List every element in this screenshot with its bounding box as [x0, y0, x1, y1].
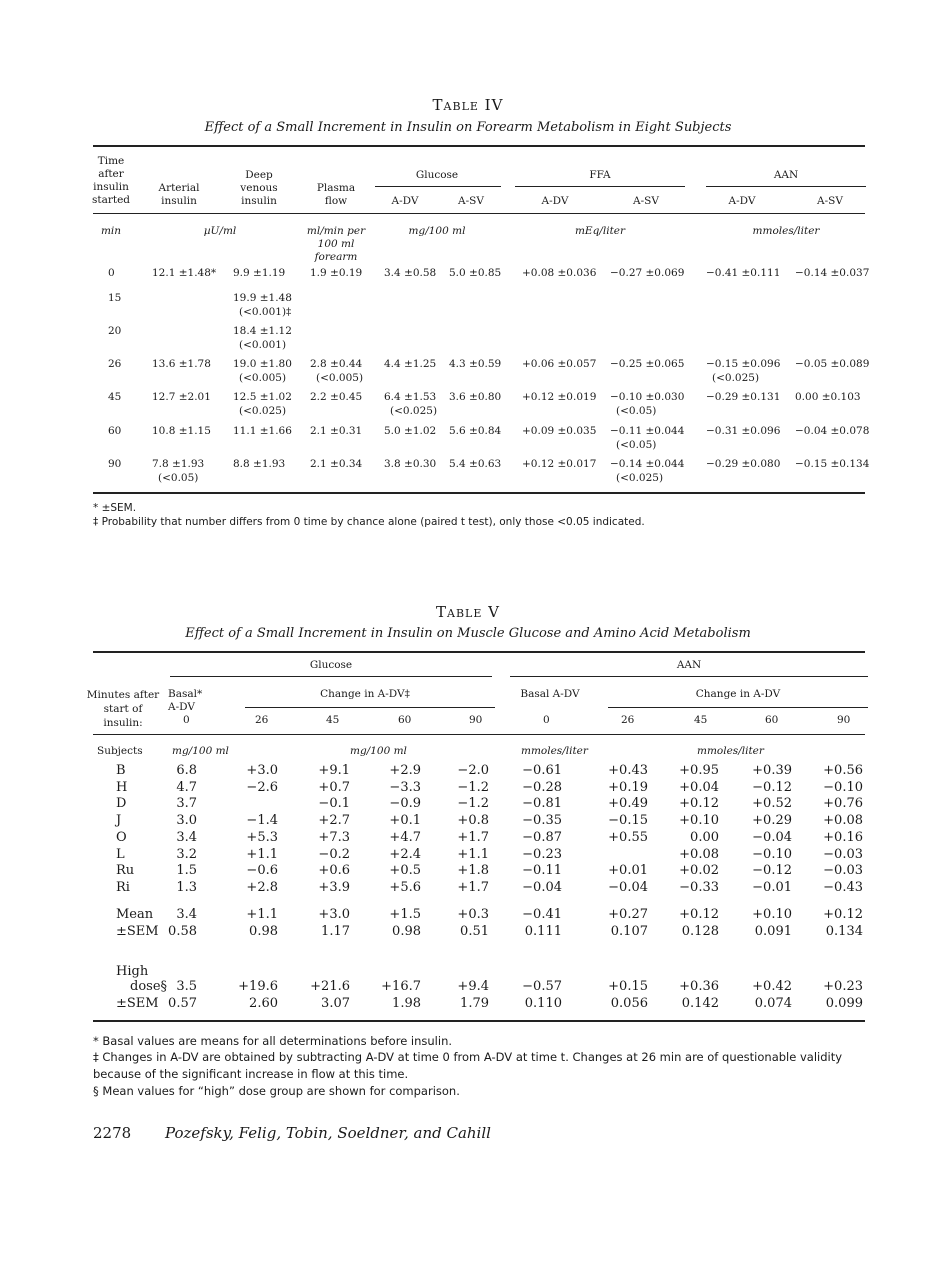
- t4-header-arterial: Arterial insulin: [158, 182, 200, 207]
- t5-subject-row-cell: −0.10: [823, 779, 863, 795]
- t5-subject-row-cell: +0.10: [679, 813, 719, 829]
- t4-cell-ffa-asv-pvalue: (<0.05): [616, 439, 657, 451]
- t5-subject-row-cell: +2.4: [389, 846, 421, 862]
- t5-subject-row-cell: +9.1: [318, 763, 350, 778]
- t4-cell-ffa-asv-pvalue: (<0.025): [616, 472, 664, 484]
- t5-subject-row-cell: +2.9: [389, 763, 421, 778]
- t5-high-dose-row-cell: +19.6: [238, 979, 278, 994]
- t4-cell-aan-asv: −0.15 ±0.134: [795, 458, 870, 470]
- t5-mean-row-cell: +0.27: [608, 907, 648, 922]
- t4-cell-arterial: 10.8 ±1.15: [152, 425, 211, 437]
- t5-high-sem-row-cell: 0.57: [168, 996, 197, 1011]
- t4-cell-glucose-asv: 5.6 ±0.84: [449, 425, 502, 437]
- t4-header-aan-adv: A-DV: [728, 195, 756, 207]
- t5-subject-row-cell: −2.6: [246, 779, 278, 795]
- t5-high-label: High: [116, 964, 149, 979]
- t5-subject-row-cell: −0.12: [752, 779, 792, 795]
- t4-cell-glucose-asv: 4.3 ±0.59: [449, 358, 502, 370]
- t4-cell-aan-asv: −0.14 ±0.037: [795, 267, 870, 279]
- t5-mean-row-cell: 3.4: [176, 907, 197, 922]
- t4-cell-ffa-asv: −0.27 ±0.069: [610, 267, 685, 279]
- t4-footnote-1: * ±SEM.: [93, 502, 137, 514]
- t5-subject-row-cell: −0.15: [608, 813, 648, 829]
- t4-cell-deep-venous: 8.8 ±1.93: [233, 458, 286, 470]
- t4-cell-time: 20: [108, 325, 122, 337]
- t5-subject-row-cell: +1.7: [457, 829, 489, 845]
- t5-footnote-3: § Mean values for “high” dose group are shown for comparison.: [93, 1084, 460, 1098]
- t5-subject-row-cell: 4.7: [176, 779, 197, 795]
- t5-time-a90: 90: [837, 714, 851, 726]
- table5-caption: Effect of a Small Increment in Insulin on Muscle Glucose and Amino Acid Metabolism: [185, 626, 751, 641]
- t5-sem-row-cell: 0.111: [524, 924, 562, 939]
- t5-header-minutes: Minutes after start of insulin:: [86, 689, 160, 729]
- t4-cell-arterial-pvalue: (<0.05): [158, 472, 199, 484]
- t4-header-aan: AAN: [773, 169, 799, 181]
- t4-cell-aan-adv-pvalue: (<0.025): [712, 372, 760, 384]
- t4-header-aan-asv: A-SV: [817, 195, 843, 207]
- t5-mean-row-cell: +3.0: [318, 907, 350, 922]
- t5-mean-row-label: Mean: [116, 907, 154, 922]
- t5-time-g0: 0: [183, 714, 190, 726]
- t4-cell-ffa-adv: +0.09 ±0.035: [522, 425, 597, 437]
- t5-subject-row-cell: +0.29: [752, 813, 792, 829]
- t4-cell-plasma-flow: 2.1 ±0.34: [310, 458, 363, 470]
- t5-subject-row-cell: +0.08: [679, 846, 719, 862]
- t5-header-basal-aan: Basal A-DV: [520, 688, 580, 700]
- t5-subject-row-cell: +2.8: [246, 879, 278, 895]
- t5-subject-row-cell: +0.7: [318, 779, 350, 795]
- t5-high-dose-row-cell: +9.4: [457, 979, 489, 994]
- t4-cell-ffa-adv: +0.08 ±0.036: [522, 267, 597, 279]
- t5-subject-row-cell: −0.1: [318, 796, 350, 812]
- t5-high-dose-row-cell: +0.36: [679, 979, 719, 994]
- t5-subject-row-cell: +0.12: [679, 796, 719, 812]
- t4-cell-deep-venous: 18.4 ±1.12: [233, 325, 292, 337]
- t5-subject-row-cell: −1.2: [457, 779, 489, 795]
- t5-subject-row-label: O: [116, 829, 127, 845]
- t5-subject-row-cell: +3.9: [318, 879, 350, 895]
- t5-subject-row-cell: −0.9: [389, 796, 421, 812]
- t5-subject-row-cell: +2.7: [318, 813, 350, 829]
- t5-subject-row-label: L: [116, 846, 125, 862]
- t5-subject-row-cell: −1.2: [457, 796, 489, 812]
- t4-cell-deep-venous-pvalue: (<0.025): [239, 405, 287, 417]
- t5-header-rule: [93, 734, 865, 735]
- t5-change-aan-rule: [608, 707, 868, 708]
- page-authors: Pozefsky, Felig, Tobin, Soeldner, and Cahill: [165, 1124, 491, 1142]
- t4-header-deep: Deep venous insulin: [240, 169, 278, 207]
- t5-header-change-glucose: Change in A-DV‡: [320, 688, 410, 700]
- t4-cell-aan-adv: −0.41 ±0.111: [706, 267, 781, 279]
- t5-header-change-aan: Change in A-DV: [695, 688, 781, 700]
- t4-header-time: Time after insulin started: [91, 155, 131, 206]
- t5-unit-glucose-basal: mg/100 ml: [172, 745, 229, 757]
- t5-subject-row-cell: −2.0: [457, 763, 489, 778]
- t5-subject-row-cell: 3.2: [176, 846, 197, 862]
- t5-sem-row-cell: 0.107: [610, 924, 648, 939]
- t5-high-sem-row-cell: 0.056: [610, 996, 648, 1011]
- t5-high-dose-row-cell: +21.6: [310, 979, 350, 994]
- t4-cell-deep-venous-pvalue: (<0.005): [239, 372, 287, 384]
- t5-subject-row-cell: −0.04: [752, 829, 792, 845]
- t5-time-g90: 90: [469, 714, 483, 726]
- t4-header-ffa-adv: A-DV: [541, 195, 569, 207]
- t5-subject-row-cell: −0.10: [752, 846, 792, 862]
- t5-subject-row-cell: +0.5: [389, 863, 421, 879]
- t4-cell-glucose-adv-pvalue: (<0.025): [390, 405, 438, 417]
- t5-subject-row-label: J: [116, 813, 122, 829]
- t5-header-basal-glucose: Basal* A-DV: [168, 688, 203, 713]
- t4-cell-arterial: 12.1 ±1.48*: [152, 267, 217, 279]
- t5-high-sem-row-cell: 2.60: [249, 996, 278, 1011]
- t5-subject-row-cell: 6.8: [176, 763, 197, 778]
- t4-cell-aan-asv: 0.00 ±0.103: [795, 391, 861, 403]
- t5-mean-row-cell: +0.3: [457, 907, 489, 922]
- t4-cell-arterial: 7.8 ±1.93: [152, 458, 205, 470]
- t5-subject-row-cell: +0.56: [823, 763, 863, 778]
- table4-title: Table IV: [432, 96, 504, 114]
- t5-unit-glucose-change: mg/100 ml: [350, 745, 407, 757]
- t5-aan-rule: [510, 676, 868, 677]
- t5-time-g45: 45: [326, 714, 340, 726]
- t5-subject-row-cell: −0.01: [752, 879, 792, 895]
- t5-high-sem-row-cell: 1.79: [460, 996, 489, 1011]
- t4-cell-deep-venous-pvalue: (<0.001)‡: [239, 306, 292, 318]
- t4-aan-rule: [706, 186, 866, 187]
- t4-cell-arterial: 12.7 ±2.01: [152, 391, 211, 403]
- t4-cell-glucose-adv: 6.4 ±1.53: [384, 391, 437, 403]
- t5-time-a0: 0: [543, 714, 550, 726]
- t5-subject-row-cell: +4.7: [389, 829, 421, 845]
- t4-header-ffa-asv: A-SV: [633, 195, 659, 207]
- t5-subject-row-cell: +0.02: [679, 863, 719, 879]
- t5-subject-row-cell: −0.23: [522, 846, 562, 862]
- t4-cell-arterial: 13.6 ±1.78: [152, 358, 211, 370]
- t5-subject-row-cell: +7.3: [318, 829, 350, 845]
- t5-subject-row-cell: +0.55: [608, 829, 648, 845]
- t4-cell-plasma-flow-pvalue: (<0.005): [316, 372, 364, 384]
- t5-subject-row-cell: −0.61: [522, 763, 562, 778]
- t5-subject-row-cell: +5.3: [246, 829, 278, 845]
- t5-subject-row-cell: −0.81: [522, 796, 562, 812]
- t4-unit-flow: ml/min per 100 ml forearm: [306, 225, 366, 263]
- t4-cell-time: 15: [108, 292, 122, 304]
- t4-cell-aan-adv: −0.29 ±0.131: [706, 391, 781, 403]
- t4-cell-ffa-asv: −0.11 ±0.044: [610, 425, 685, 437]
- t5-subject-row-label: B: [116, 763, 126, 778]
- t4-cell-time: 45: [108, 391, 122, 403]
- t5-subject-row-cell: +5.6: [389, 879, 421, 895]
- t4-glucose-rule: [375, 186, 501, 187]
- t5-subject-row-cell: 1.5: [176, 863, 197, 879]
- t5-subject-row-cell: −0.6: [246, 863, 278, 879]
- t5-high-dose-row-cell: +0.42: [752, 979, 792, 994]
- table5-bottom-rule: [93, 1020, 865, 1022]
- t4-header-glucose-adv: A-DV: [391, 195, 419, 207]
- t4-cell-glucose-adv: 5.0 ±1.02: [384, 425, 437, 437]
- t5-sem-row-cell: 0.51: [460, 924, 489, 939]
- t4-unit-aan: mmoles/liter: [752, 225, 820, 237]
- t4-unit-ffa: mEq/liter: [574, 225, 626, 237]
- t5-mean-row-cell: +0.12: [823, 907, 863, 922]
- t5-high-dose-row-cell: +0.15: [608, 979, 648, 994]
- t5-time-g26: 26: [255, 714, 269, 726]
- t5-subject-row-cell: 3.0: [176, 813, 197, 829]
- t5-header-aan: AAN: [676, 659, 702, 671]
- t4-cell-ffa-adv: +0.12 ±0.017: [522, 458, 597, 470]
- t5-high-sem-row-cell: 3.07: [321, 996, 350, 1011]
- t5-change-glucose-rule: [245, 707, 495, 708]
- table4-bottom-rule: [93, 492, 865, 494]
- t5-subject-row-cell: −0.11: [522, 863, 562, 879]
- t5-subject-row-cell: 3.7: [176, 796, 197, 812]
- t4-cell-deep-venous: 9.9 ±1.19: [233, 267, 286, 279]
- t4-cell-deep-venous: 12.5 ±1.02: [233, 391, 292, 403]
- t5-subject-row-label: H: [116, 779, 128, 795]
- t5-subject-row-cell: −0.33: [679, 879, 719, 895]
- t4-cell-deep-venous-pvalue: (<0.001): [239, 339, 287, 351]
- t5-subject-row-cell: +0.6: [318, 863, 350, 879]
- t5-sem-row-cell: 0.128: [681, 924, 719, 939]
- t4-cell-ffa-asv: −0.25 ±0.065: [610, 358, 685, 370]
- t5-subject-row-cell: +0.76: [823, 796, 863, 812]
- t5-subject-row-cell: +0.19: [608, 779, 648, 795]
- t5-mean-row-cell: −0.41: [522, 907, 562, 922]
- t5-subject-row-cell: +0.49: [608, 796, 648, 812]
- t5-subject-row-cell: 1.3: [176, 879, 197, 895]
- t5-time-a45: 45: [694, 714, 708, 726]
- t5-subject-row-cell: −0.43: [823, 879, 863, 895]
- t5-high-dose-row-cell: −0.57: [522, 979, 562, 994]
- t4-cell-plasma-flow: 2.8 ±0.44: [310, 358, 363, 370]
- t4-cell-time: 26: [108, 358, 122, 370]
- t5-subject-row-cell: −0.87: [522, 829, 562, 845]
- t4-cell-plasma-flow: 2.2 ±0.45: [310, 391, 363, 403]
- t4-cell-aan-adv: −0.29 ±0.080: [706, 458, 781, 470]
- table4-caption: Effect of a Small Increment in Insulin on Forearm Metabolism in Eight Subjects: [204, 120, 732, 135]
- t5-unit-aan-basal: mmoles/liter: [521, 745, 588, 757]
- t5-high-sem-row-cell: 0.110: [524, 996, 562, 1011]
- t4-cell-deep-venous: 19.9 ±1.48: [233, 292, 292, 304]
- t4-cell-aan-asv: −0.05 ±0.089: [795, 358, 870, 370]
- t5-time-g60: 60: [398, 714, 412, 726]
- t5-subject-row-cell: 0.00: [690, 829, 719, 845]
- t5-sem-row-cell: 1.17: [321, 924, 350, 939]
- t4-cell-time: 90: [108, 458, 122, 470]
- t5-subject-row-cell: +0.04: [679, 779, 719, 795]
- t5-subject-row-cell: +0.8: [457, 813, 489, 829]
- t4-cell-glucose-asv: 3.6 ±0.80: [449, 391, 502, 403]
- t5-subject-row-label: D: [116, 796, 127, 812]
- t5-sem-row-cell: 0.134: [825, 924, 863, 939]
- t5-unit-aan-change: mmoles/liter: [697, 745, 764, 757]
- t4-cell-aan-adv: −0.31 ±0.096: [706, 425, 781, 437]
- t4-cell-glucose-asv: 5.0 ±0.85: [449, 267, 502, 279]
- t5-high-dose-row-cell: 3.5: [176, 979, 197, 994]
- t5-subject-row-cell: +3.0: [246, 763, 278, 778]
- t4-unit-glucose: mg/100 ml: [408, 225, 466, 237]
- t5-subject-row-cell: +1.8: [457, 863, 489, 879]
- t5-subject-row-cell: −0.28: [522, 779, 562, 795]
- t5-subject-row-cell: −0.04: [522, 879, 562, 895]
- t4-header-ffa: FFA: [589, 169, 611, 181]
- t5-sem-row-cell: 0.98: [392, 924, 421, 939]
- t5-subject-row-cell: +1.1: [457, 846, 489, 862]
- t5-mean-row-cell: +0.12: [679, 907, 719, 922]
- t5-sem-row-cell: 0.58: [168, 924, 197, 939]
- t5-high-sem-row-cell: 0.099: [825, 996, 863, 1011]
- t4-cell-ffa-adv: +0.06 ±0.057: [522, 358, 597, 370]
- t4-cell-aan-asv: −0.04 ±0.078: [795, 425, 870, 437]
- t5-subject-row-cell: +1.7: [457, 879, 489, 895]
- t4-unit-insulin: µU/ml: [203, 225, 237, 237]
- t5-sem-row-cell: 0.091: [754, 924, 792, 939]
- t5-high-dose-row-label: dose§: [130, 979, 168, 994]
- t5-header-glucose: Glucose: [309, 659, 353, 671]
- t5-high-sem-row-cell: 0.074: [754, 996, 792, 1011]
- t5-subject-row-cell: +0.16: [823, 829, 863, 845]
- t5-subject-row-cell: −0.03: [823, 846, 863, 862]
- t4-header-rule: [93, 213, 865, 214]
- t5-time-a60: 60: [765, 714, 779, 726]
- t5-sem-row-label: ±SEM: [116, 924, 159, 939]
- t4-cell-glucose-adv: 3.4 ±0.58: [384, 267, 437, 279]
- t4-cell-ffa-asv: −0.14 ±0.044: [610, 458, 685, 470]
- page-number: 2278: [93, 1124, 132, 1142]
- t5-subject-row-cell: +0.52: [752, 796, 792, 812]
- t5-mean-row-cell: +1.5: [389, 907, 421, 922]
- t4-footnote-2: ‡ Probability that number differs from 0 time by chance alone (paired t test), only those <0.05 indicated.: [93, 516, 645, 528]
- t5-subject-row-cell: −1.4: [246, 813, 278, 829]
- t5-subject-row-cell: +0.95: [679, 763, 719, 778]
- t4-header-plasma: Plasma flow: [316, 182, 356, 207]
- t4-cell-plasma-flow: 1.9 ±0.19: [310, 267, 363, 279]
- t5-mean-row-cell: +0.10: [752, 907, 792, 922]
- t4-cell-ffa-adv: +0.12 ±0.019: [522, 391, 597, 403]
- t5-sem-row-cell: 0.98: [249, 924, 278, 939]
- t5-subject-row-cell: −0.35: [522, 813, 562, 829]
- t4-cell-ffa-asv: −0.10 ±0.030: [610, 391, 685, 403]
- t5-high-sem-row-cell: 1.98: [392, 996, 421, 1011]
- t5-subject-row-cell: −0.04: [608, 879, 648, 895]
- t5-footnote-1: * Basal values are means for all determinations before insulin.: [93, 1034, 453, 1048]
- t4-ffa-rule: [515, 186, 685, 187]
- t5-high-dose-row-cell: +0.23: [823, 979, 863, 994]
- table5-top-rule: [93, 651, 865, 653]
- t5-subject-row-label: Ri: [116, 879, 130, 895]
- t5-subject-row-cell: +0.1: [389, 813, 421, 829]
- t5-subject-row-cell: +0.08: [823, 813, 863, 829]
- t5-subject-row-cell: +0.01: [608, 863, 648, 879]
- t5-high-sem-row-label: ±SEM: [116, 996, 159, 1011]
- table5-title: Table V: [436, 603, 500, 621]
- t4-unit-min: min: [100, 225, 122, 237]
- t5-high-dose-row-cell: +16.7: [381, 979, 421, 994]
- table4-top-rule: [93, 145, 865, 147]
- t4-header-glucose-asv: A-SV: [458, 195, 484, 207]
- t4-cell-glucose-adv: 4.4 ±1.25: [384, 358, 437, 370]
- t5-glucose-rule: [170, 676, 492, 677]
- t5-subject-row-cell: +1.1: [246, 846, 278, 862]
- t5-subject-row-cell: +0.43: [608, 763, 648, 778]
- t5-time-a26: 26: [621, 714, 635, 726]
- t5-subject-row-cell: −3.3: [389, 779, 421, 795]
- t4-header-glucose: Glucose: [415, 169, 459, 181]
- t5-subject-row-cell: +0.39: [752, 763, 792, 778]
- t4-cell-deep-venous: 19.0 ±1.80: [233, 358, 292, 370]
- t4-cell-time: 60: [108, 425, 122, 437]
- t5-subject-row-cell: −0.2: [318, 846, 350, 862]
- t4-cell-glucose-adv: 3.8 ±0.30: [384, 458, 437, 470]
- t5-high-sem-row-cell: 0.142: [681, 996, 719, 1011]
- t4-cell-glucose-asv: 5.4 ±0.63: [449, 458, 502, 470]
- t5-unit-subjects: Subjects: [97, 745, 143, 757]
- t4-cell-time: 0: [108, 267, 115, 279]
- t4-cell-ffa-asv-pvalue: (<0.05): [616, 405, 657, 417]
- t5-subject-row-cell: −0.12: [752, 863, 792, 879]
- t4-cell-plasma-flow: 2.1 ±0.31: [310, 425, 363, 437]
- t5-subject-row-cell: 3.4: [176, 829, 197, 845]
- t5-footnote-2: ‡ Changes in A-DV are obtained by subtracting A-DV at time 0 from A-DV at time t. Changes at 26 min are of questionable validity because of the significant increase in flow at this time.: [93, 1050, 843, 1081]
- t4-cell-aan-adv: −0.15 ±0.096: [706, 358, 781, 370]
- t5-subject-row-label: Ru: [116, 863, 135, 879]
- t4-cell-deep-venous: 11.1 ±1.66: [233, 425, 292, 437]
- t5-mean-row-cell: +1.1: [246, 907, 278, 922]
- t5-subject-row-cell: −0.03: [823, 863, 863, 879]
